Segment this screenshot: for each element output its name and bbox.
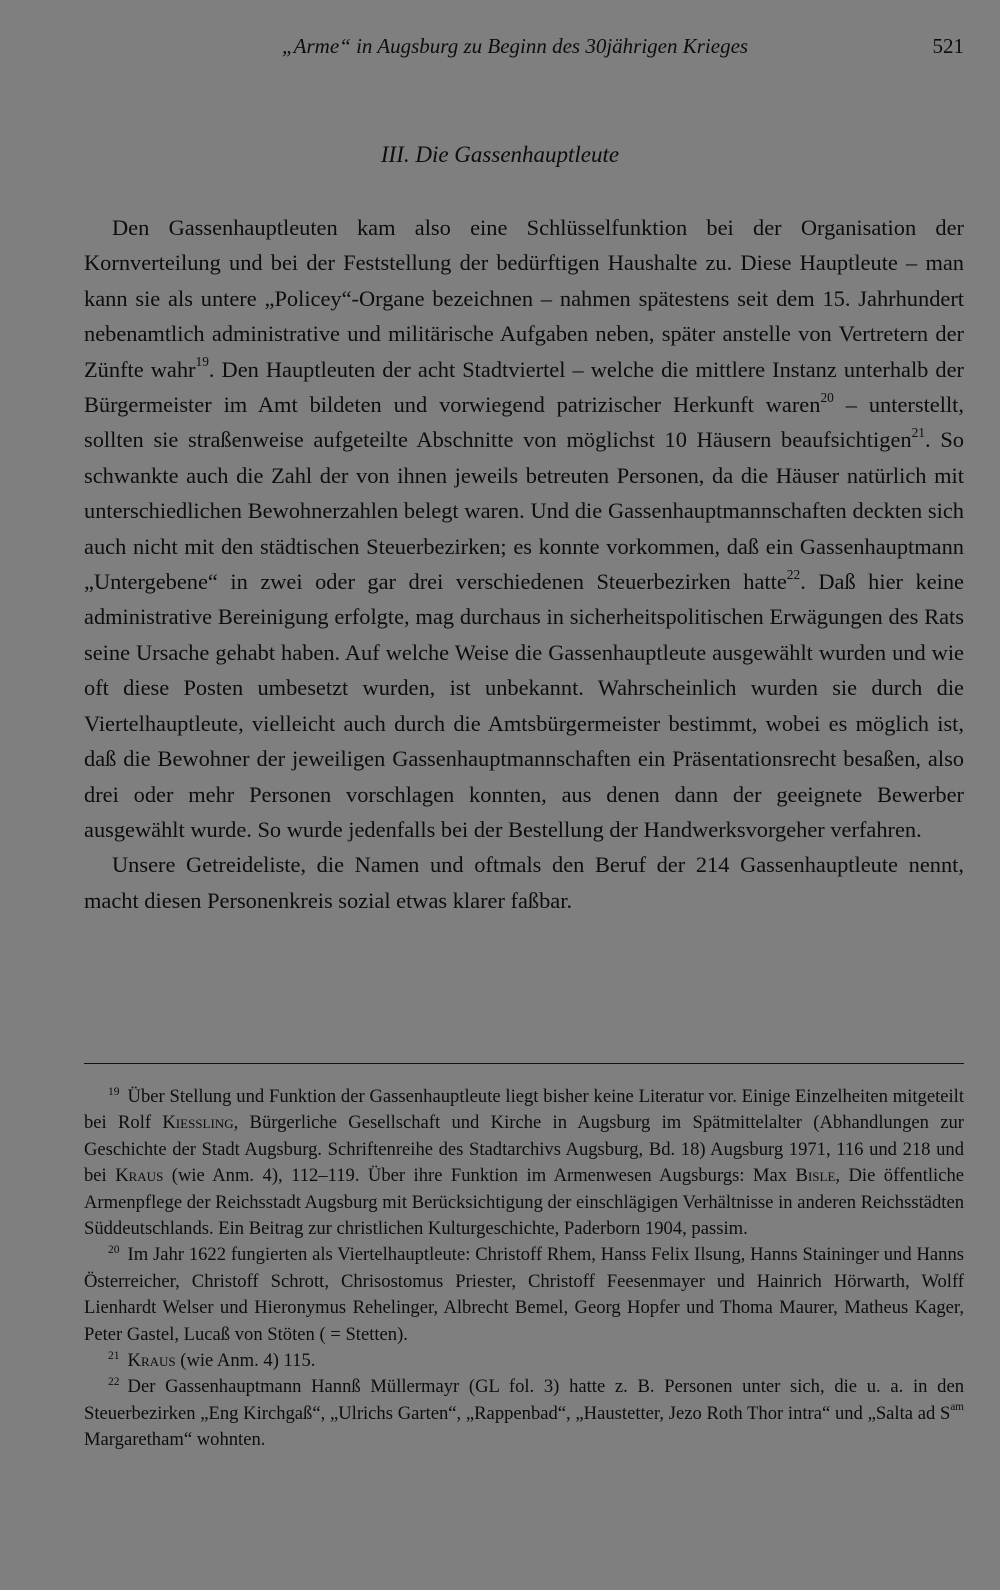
footnote-text: (wie Anm. 4) 115. [175, 1350, 316, 1372]
author-name: Kraus [127, 1350, 176, 1372]
footnote-ref-22: 22 [786, 566, 801, 582]
footnote-number: 21 [108, 1349, 120, 1362]
footnote-ref-19: 19 [195, 354, 209, 370]
author-name: Kraus [115, 1165, 164, 1187]
footnotes [84, 1084, 964, 1454]
footnote-text: , Die öffentliche Armenpflege der Reichsstadt Augsburg mit Berücksichtigung der einschlägigen Verhältnisse in anderen Reichsstädten Süddeutschlands. Ein Beitrag zur christlichen Kulturgeschichte, Paderborn 1904, passim. [84, 1165, 964, 1240]
footnote-separator [84, 1063, 964, 1064]
paragraph-1-text-1: Den Gassenhauptleuten kam also eine Schlüsselfunktion bei der Organisation der Kornverteilung und bei der Feststellung der bedürftigen Haushalte zu. Diese Hauptleute – man kann sie als untere „Policey“-Organe bezeichnen – nahmen spätestens seit dem 15. Jahrhundert nebenamtlich administrative und militärische Aufgaben neben, später anstelle von Vertretern der Zünfte wahr [84, 215, 964, 382]
page-number: 521 [932, 34, 964, 58]
running-header [84, 34, 964, 66]
paragraph-1 [84, 210, 964, 847]
author-name: Kiessling [162, 1112, 234, 1134]
footnote-21 [84, 1348, 964, 1374]
footnote-text: Über Stellung und Funktion der Gassenhauptleute liegt bisher keine Literatur vor. Einige Einzelheiten mitgeteilt bei Rolf [84, 1086, 964, 1134]
footnote-number: 20 [108, 1244, 120, 1257]
section-heading: III. Die Gassenhauptleute [380, 142, 620, 167]
footnote-19 [84, 1084, 964, 1242]
paragraph-1-text-3: – unterstellt, sollten sie straßenweise aufgeteilte Abschnitte von möglichst 10 Häusern beaufsichtigen [84, 392, 965, 453]
paragraph-2: Unsere Getreideliste, die Namen und oftmals den Beruf der 214 Gassenhauptleute nennt, macht diesen Personenkreis sozial etwas klarer faßbar. [84, 852, 964, 913]
body-text [84, 210, 964, 918]
footnote-ref-20: 20 [820, 389, 834, 405]
footnote-text: Der Gassenhauptmann Hannß Müllermayr (GL fol. 3) hatte z. B. Personen unter sich, die u. a. in den Steuerbezirken „Eng Kirchgaß“, „Ulrichs Garten“, „Rappenbad“, „Haustetter, Jezo Roth Thor intra“ und „Salta ad S [84, 1376, 964, 1424]
paragraph-1-text-4: . So schwankte auch die Zahl der von ihnen jeweils betreuten Personen, da die Häuser natürlich mit unterschiedlichen Bewohnerzahlen belegt waren. Und die Gassenhauptmannschaften deckten sich auch nicht mit den städtischen Steuerbezirken; es konnte vorkommen, daß ein Gassenhauptmann „Untergebene“ in zwei oder gar drei verschiedenen Steuerbezirken hatte [84, 427, 964, 595]
paragraph-1-text-5: . Daß hier keine administrative Bereinigung erfolgte, mag durchaus in sicherheitspolitischen Erwägungen des Rats seine Ursache gehabt haben. Auf welche Weise die Gassenhauptleute ausgewählt wurden und wie oft diese Posten umbesetzt wurden, ist unbekannt. Wahrscheinlich wurden sie durch die Viertelhauptleute, vielleicht auch durch die Amtsbürgermeister bestimmt, wobei es möglich ist, daß die Bewohner der jeweiligen Gassenhauptmannschaften ein Präsentationsrecht besaßen, also drei oder mehr Personen vorschlagen konnten, aus denen dann der geeignete Bewerber ausgewählt wurde. So wurde jedenfalls bei der Bestellung der Handwerksvorgeher verfahren. [84, 569, 964, 842]
running-title: „Arme“ in Augsburg zu Beginn des 30jährigen Krieges [282, 34, 749, 58]
footnote-ref-21: 21 [911, 424, 926, 440]
footnote-number: 19 [108, 1085, 120, 1098]
abbreviation-superscript: am [950, 1401, 964, 1414]
footnote-text: , Bürgerliche Gesellschaft und Kirche in Augsburg im Spätmittelalter (Abhandlungen zur Geschichte der Stadt Augsburg. Schriftenreihe des Stadtarchivs Augsburg, Bd. 18) Augsburg 1971, 116 und 218 und bei [84, 1112, 964, 1187]
footnote-text: Margaretham“ wohnten. [84, 1429, 266, 1451]
paragraph-1-text-2: . Den Hauptleuten der acht Stadtviertel – welche die mittlere Instanz unterhalb der Bürgermeister im Amt bildeten und vorwiegend patrizischer Herkunft waren [84, 356, 964, 418]
footnote-22 [84, 1374, 964, 1453]
footnote-text: Im Jahr 1622 fungierten als Viertelhauptleute: Christoff Rhem, Hanss Felix Ilsung, Hanns Staininger und Hanns Österreicher, Christoff Schrott, Chrisostomus Priester, Christoff Feesenmayer und Hainrich Hörwarth, Wolff Lienhardt Welser und Hieronymus Rehelinger, Albrecht Bemel, Georg Hopfer und Thoma Maurer, Matheus Kager, Peter Gastel, Lucaß von Stöten ( = Stetten). [84, 1244, 964, 1345]
footnote-text: (wie Anm. 4), 112–119. Über ihre Funktion im Armenwesen Augsburgs: Max [163, 1165, 796, 1187]
author-name: Bisle [795, 1165, 836, 1187]
footnote-number: 22 [108, 1376, 120, 1389]
footnote-20 [84, 1242, 964, 1348]
